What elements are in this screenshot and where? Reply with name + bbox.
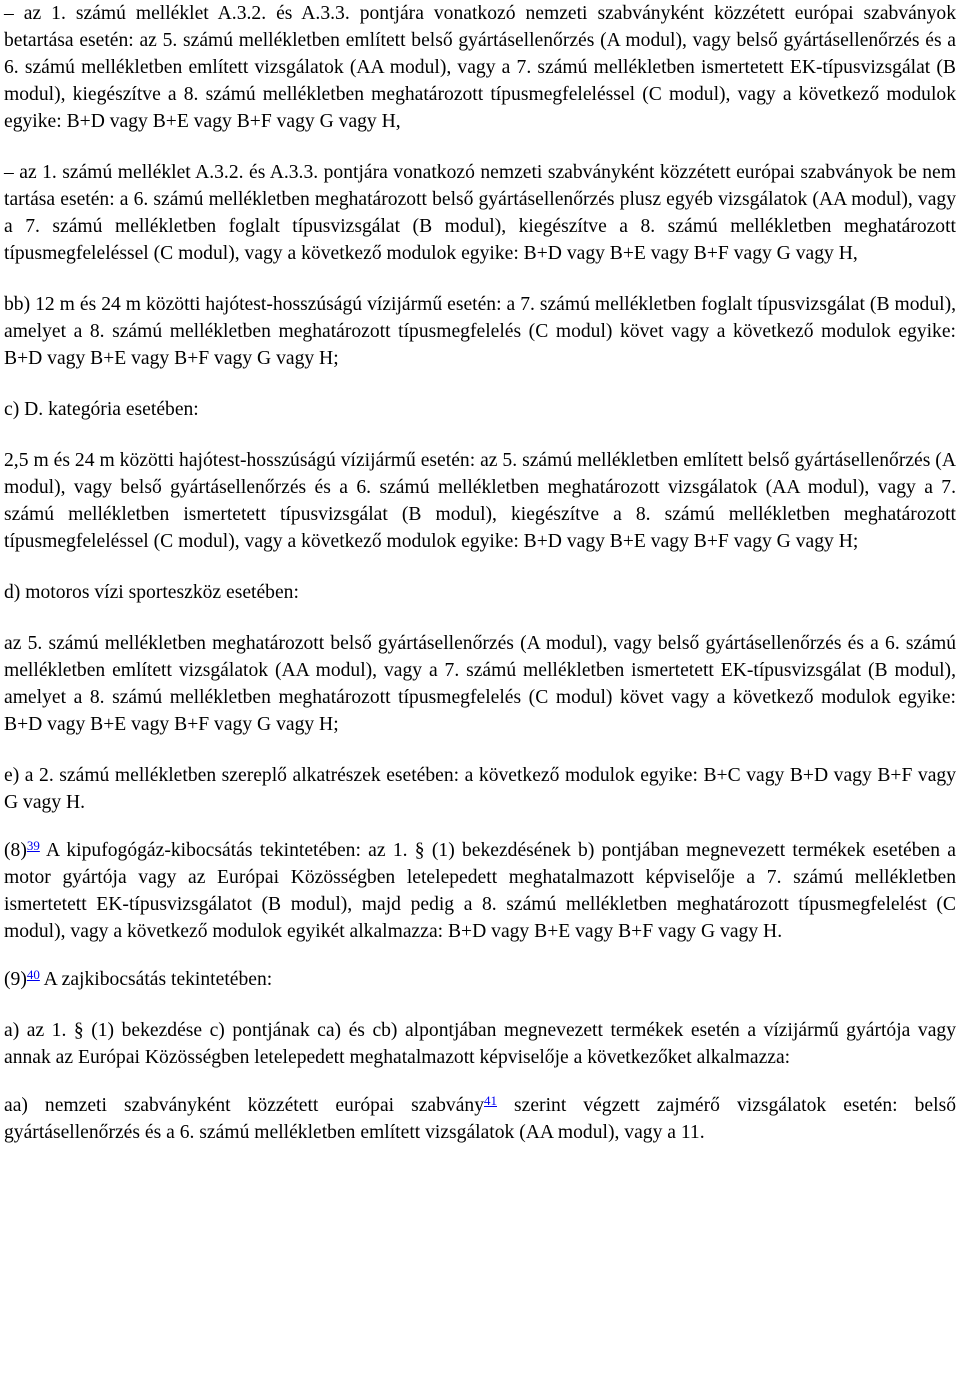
paragraph-8-text: A kipufogógáz-kibocsátás tekintetében: az 1. § (1) bekezdésének b) pontjában megnevezett termékek esetében a motor gyártója vagy az Európai Közösségben letelepedett meghatalmazott képviselője a 7. számú mellékletben ismertetett EK-típusvizsgálatot (B modul), majd pedig a 8. számú mellékletben meghatározott típusmegfelelést (C modul), vagy a következő modulok egyikét alkalmazza: B+D vagy B+E vagy B+F vagy G vagy H. — [4, 840, 956, 942]
paragraph-9 — [4, 966, 956, 993]
paragraph-aa-text-start: aa) nemzeti szabványként közzétett európai szabvány — [4, 1095, 485, 1116]
paragraph-9-a: a) az 1. § (1) bekezdése c) pontjának ca) és cb) alpontjában megnevezett termékek esetén a vízijármű gyártója vagy annak az Európai Közösségben letelepedett meghatalmazott képviselője a következőket alkalmazza: — [4, 1020, 956, 1068]
footnote-link-39[interactable]: 39 — [26, 838, 40, 853]
paragraph-e: e) a 2. számú mellékletben szereplő alkatrészek esetében: a következő modulok egyike: B+C vagy B+D vagy B+F vagy G vagy H. — [4, 765, 956, 813]
footnote-link-41[interactable]: 41 — [484, 1093, 498, 1108]
paragraph-d-body: az 5. számú mellékletben meghatározott belső gyártásellenőrzés (A modul), vagy belső gyártásellenőrzés és a 6. számú mellékletben említett vizsgálatok (AA modul), vagy a 7. számú mellékletben ismertetett EK-típusvizsgálat (B modul), amelyet a 8. számú mellékletben meghatározott típusmegfelelés (C modul) követ vagy a következő modulok egyike: B+D vagy B+E vagy B+F vagy G vagy H; — [4, 633, 956, 735]
paragraph-9-number: (9) — [4, 969, 27, 990]
paragraph-d-heading: d) motoros vízi sporteszköz esetében: — [4, 582, 299, 603]
paragraph-c-body: 2,5 m és 24 m közötti hajótest-hosszúságú vízijármű esetén: az 5. számú mellékletben említett belső gyártásellenőrzés (A modul), vagy belső gyártásellenőrzés és a 6. számú mellékletben meghatározott vizsgálatok (AA modul), vagy a 7. számú mellékletben ismertetett típusvizsgálat (B modul), kiegészítve a 8. számú mellékletben meghatározott típusmegfeleléssel (C modul), vagy a következő modulok egyike: B+D vagy B+E vagy B+F vagy G vagy H; — [4, 450, 956, 552]
paragraph-9-text: A zajkibocsátás tekintetében: — [39, 969, 273, 990]
paragraph-standards-not-met: – az 1. számú melléklet A.3.2. és A.3.3. pontjára vonatkozó nemzeti szabványként közzétett európai szabványok be nem tartása esetén: a 6. számú mellékletben meghatározott belső gyártásellenőrzés plusz egyéb vizsgálatok (AA modul), vagy a 7. számú mellékletben foglalt típusvizsgálat (B modul), kiegészítve a 8. számú mellékletben meghatározott típusmegfeleléssel (C modul), vagy a következő modulok egyike: B+D vagy B+E vagy B+F vagy G vagy H, — [4, 162, 956, 264]
paragraph-9-aa — [4, 1092, 956, 1146]
paragraph-c-heading: c) D. kategória esetében: — [4, 399, 199, 420]
paragraph-bb: bb) 12 m és 24 m közötti hajótest-hosszúságú vízijármű esetén: a 7. számú mellékletben foglalt típusvizsgálat (B modul), amelyet a 8. számú mellékletben meghatározott típusmegfelelés (C modul) követ vagy a következő modulok egyike: B+D vagy B+E vagy B+F vagy G vagy H; — [4, 294, 956, 369]
paragraph-standards-met: – az 1. számú melléklet A.3.2. és A.3.3. pontjára vonatkozó nemzeti szabványként közzétett európai szabványok betartása esetén: az 5. számú mellékletben említett belső gyártásellenőrzés (A modul), vagy belső gyártásellenőrzés és a 6. számú mellékletben említett vizsgálatok (AA modul), vagy a 7. számú mellékletben ismertetett EK-típusvizsgálat (B modul), kiegészítve a 8. számú mellékletben meghatározott típusmegfeleléssel (C modul), vagy a következő modulok egyike: B+D vagy B+E vagy B+F vagy G vagy H, — [4, 3, 956, 132]
paragraph-aa-text-end: szerint végzett zajmérő vizsgálatok esetén: belső gyártásellenőrzés és a 6. számú mellékletben említett vizsgálatok (AA modul), vagy a 11. — [4, 1095, 956, 1143]
paragraph-8-number: (8) — [4, 840, 27, 861]
paragraph-8 — [4, 837, 956, 945]
footnote-link-40[interactable]: 40 — [26, 967, 40, 982]
